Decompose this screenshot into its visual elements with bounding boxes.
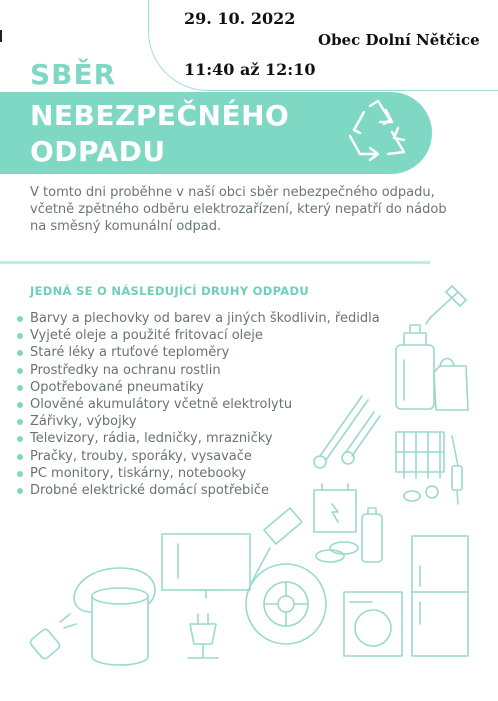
recycle-icon bbox=[342, 98, 414, 164]
thermometer-icon bbox=[314, 396, 380, 468]
list-item: Pračky, trouby, sporáky, vysavače bbox=[16, 448, 380, 465]
paintbrush-icon bbox=[426, 286, 466, 324]
edge-mark bbox=[0, 30, 2, 42]
intro-text: V tomto dni proběhne v naší obci sběr nebezpečného odpadu, včetně zpětného odběru elektrozařízení, který nepatří do nádob na směsný komunální odpad. bbox=[30, 185, 447, 234]
vials-icon bbox=[396, 432, 444, 478]
spray-icon bbox=[29, 614, 76, 660]
list-item: Zářivky, výbojky bbox=[16, 413, 380, 430]
waste-illustrations bbox=[0, 280, 498, 701]
list-heading: JEDNÁ SE O NÁSLEDUJÍCÍ DRUHY ODPADU bbox=[30, 284, 309, 298]
title-line-1: SBĚR bbox=[30, 58, 117, 91]
paint-roller-icon bbox=[250, 508, 302, 586]
list-item: Opotřebované pneumatiky bbox=[16, 379, 380, 396]
title-line-2: NEBEZPEČNÉHO bbox=[30, 99, 290, 132]
bottle-icon bbox=[396, 325, 434, 409]
list-item: PC monitory, tiskárny, notebooky bbox=[16, 465, 380, 482]
paint-can-icon bbox=[74, 568, 155, 665]
coins-icon bbox=[316, 542, 358, 562]
list-item: Barvy a plechovky od barev a jiných škodlivin, ředidla bbox=[16, 310, 380, 327]
event-time: 11:40 až 12:10 bbox=[184, 60, 316, 79]
event-place: Obec Dolní Nětčice bbox=[318, 31, 480, 49]
tire-icon bbox=[246, 564, 326, 644]
pills-icon bbox=[404, 486, 438, 501]
list-item: Olověné akumulátory včetně elektrolytu bbox=[16, 396, 380, 413]
list-item: Staré léky a rtuťové teploměry bbox=[16, 344, 380, 361]
list-item: Vyjeté oleje a použité fritovací oleje bbox=[16, 327, 380, 344]
title-line-3: ODPADU bbox=[30, 135, 166, 168]
fridge-icon bbox=[412, 536, 468, 656]
syringe-icon bbox=[452, 436, 462, 504]
jerrycan-icon bbox=[434, 359, 468, 411]
plug-icon bbox=[188, 614, 218, 658]
monitor-icon bbox=[162, 534, 250, 598]
list-item: Prostředky na ochranu rostlin bbox=[16, 362, 380, 379]
divider bbox=[0, 261, 430, 264]
list-item: Drobné elektrické domácí spotřebiče bbox=[16, 482, 380, 499]
washing-machine-icon bbox=[344, 592, 402, 656]
event-date: 29. 10. 2022 bbox=[184, 9, 296, 28]
list-item: Televizory, rádia, ledničky, mrazničky bbox=[16, 430, 380, 447]
